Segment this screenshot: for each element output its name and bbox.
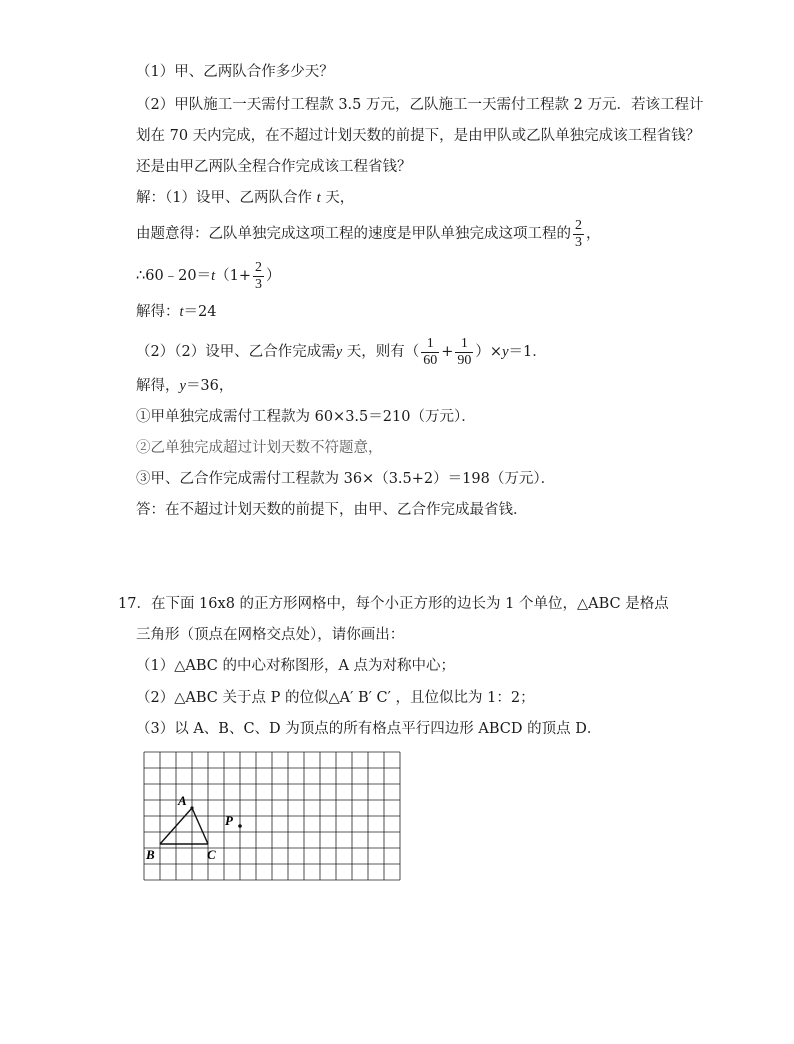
label-c: C — [207, 847, 216, 862]
q16-speed-relation: 由题意得：乙队单独完成这项工程的速度是甲队单独完成这项工程的 $\frac{2}{3}$ ， — [136, 217, 601, 250]
q16-result-t: 解得：t＝24 — [136, 304, 217, 320]
q17-stem-line2: 三角形（顶点在网格交点处），请你画出： — [136, 627, 405, 643]
point-a-dot — [190, 806, 193, 809]
q16-result-y: 解得，y＝36， — [136, 378, 234, 394]
q16-answer: 答：在不超过计划天数的前提下，由甲、乙合作完成最省钱． — [136, 502, 528, 518]
point-p-dot — [238, 824, 242, 828]
q16-case-3: ③甲、乙合作完成需付工程款为 36×（3.5+2）＝198（万元）． — [136, 471, 556, 487]
grid-lines — [144, 752, 400, 880]
label-a: A — [178, 793, 187, 808]
q16-sub2-line3: 还是由甲乙两队全程合作完成该工程省钱？ — [136, 159, 412, 175]
q16-case-2: ②乙单独完成超过计划天数不符题意， — [136, 440, 383, 456]
segment-ac — [192, 808, 208, 844]
q16-solution-intro: 解：（1）设甲、乙两队合作 t 天， — [136, 190, 355, 206]
q16-sub2-line2: 划在 70 天内完成，在不超过计划天数的前提下，是由甲队或乙队单独完成该工程省钱？ — [136, 128, 701, 144]
q16-sub2-line1: （2）甲队施工一天需付工程款 3.5 万元，乙队施工一天需付工程款 2 万元．若该工程计 — [136, 97, 704, 113]
q16-equation: ∴60﹣20＝t（1+ $\frac{2}{3}$ ） — [136, 259, 281, 292]
fraction-two-thirds: $\frac{2}{3}$ — [575, 217, 582, 250]
label-b: B — [146, 847, 155, 862]
q17-sub3: （3）以 A、B、C、D 为顶点的所有格点平行四边形 ABCD 的顶点 D． — [136, 721, 602, 737]
label-p: P — [225, 813, 233, 828]
q16-sub1: （1）甲、乙两队合作多少天？ — [136, 64, 334, 80]
square-grid-figure — [140, 748, 406, 908]
q17-sub2: （2）△ABC 关于点 P 的位似△A′ B′ C′ ，且位似比为 1：2； — [136, 690, 535, 706]
fraction-one-ninetieth: $\frac{1}{90}$ — [457, 335, 472, 368]
q16-case-1: ①甲单独完成需付工程款为 60×3.5＝210（万元）． — [136, 409, 476, 425]
fraction-two-thirds-2: $\frac{2}{3}$ — [255, 259, 263, 292]
q16-equation-2: （2）（2）设甲、乙合作完成需y 天，则有（ $\frac{1}{60}$ + $\frac{1}{90}$ ）×y＝1． — [136, 335, 547, 368]
q17-stem-line1: 17．在下面 16x8 的正方形网格中，每个小正方形的边长为 1 个单位，△ABC 是格点 — [118, 596, 669, 612]
fraction-one-sixtieth: $\frac{1}{60}$ — [423, 335, 438, 368]
q17-sub1: （1）△ABC 的中心对称图形，A 点为对称中心； — [136, 658, 456, 674]
